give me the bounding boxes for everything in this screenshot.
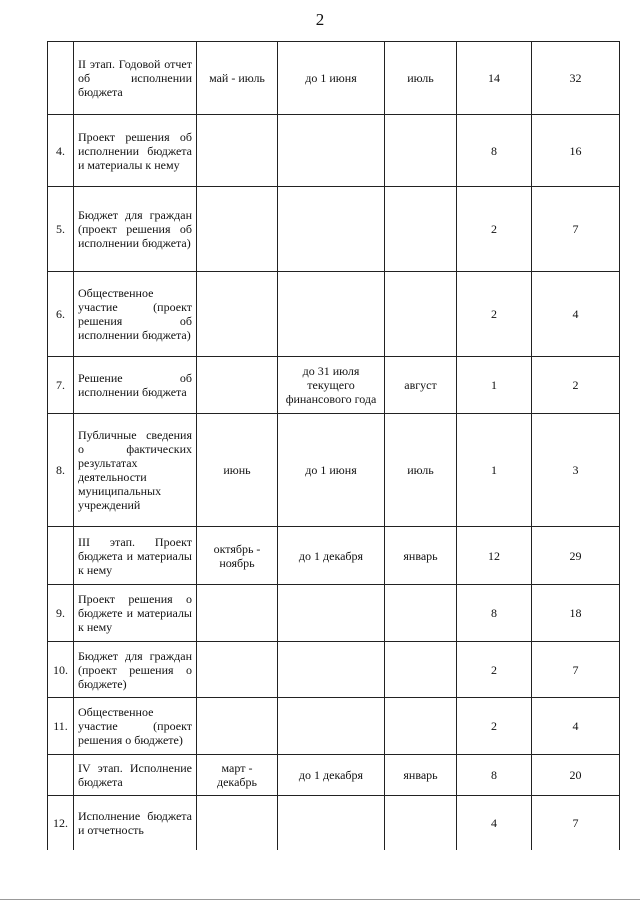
row-deadline xyxy=(278,585,385,642)
row-value-b: 7 xyxy=(532,796,620,850)
row-publish: август xyxy=(385,357,457,414)
row-number: 9. xyxy=(48,585,74,642)
row-number xyxy=(48,755,74,796)
table-row xyxy=(48,527,620,585)
row-period: октябрь - ноябрь xyxy=(197,527,278,585)
row-publish xyxy=(385,115,457,187)
row-value-a: 2 xyxy=(457,272,532,357)
row-number xyxy=(48,527,74,585)
row-period xyxy=(197,796,278,850)
row-publish xyxy=(385,187,457,272)
table-row xyxy=(48,115,620,187)
row-value-a: 1 xyxy=(457,357,532,414)
row-deadline: до 1 июня xyxy=(278,42,385,115)
row-publish xyxy=(385,642,457,698)
row-name: IV этап. Исполнение бюджета xyxy=(74,755,197,796)
row-value-a: 4 xyxy=(457,796,532,850)
row-value-b: 2 xyxy=(532,357,620,414)
table-row xyxy=(48,585,620,642)
row-deadline xyxy=(278,642,385,698)
row-period xyxy=(197,187,278,272)
row-period xyxy=(197,642,278,698)
row-value-a: 12 xyxy=(457,527,532,585)
row-publish xyxy=(385,698,457,755)
row-value-b: 3 xyxy=(532,414,620,527)
row-value-b: 7 xyxy=(532,187,620,272)
row-name: II этап. Годовой отчет об исполнении бюджета xyxy=(74,42,197,115)
row-value-b: 20 xyxy=(532,755,620,796)
row-number: 5. xyxy=(48,187,74,272)
page-number: 2 xyxy=(315,10,325,29)
table-row xyxy=(48,642,620,698)
row-name: Публичные сведения о фактических результатах деятельности муниципальных учреждений xyxy=(74,414,197,527)
row-period xyxy=(197,357,278,414)
row-publish xyxy=(385,272,457,357)
row-number: 10. xyxy=(48,642,74,698)
row-deadline: до 1 июня xyxy=(278,414,385,527)
row-number: 4. xyxy=(48,115,74,187)
row-publish xyxy=(385,796,457,850)
table-row xyxy=(48,796,620,850)
row-name: Решение об исполнении бюджета xyxy=(74,357,197,414)
table-row xyxy=(48,187,620,272)
row-name: Бюджет для граждан (проект решения о бюджете) xyxy=(74,642,197,698)
row-number: 6. xyxy=(48,272,74,357)
row-period xyxy=(197,115,278,187)
table-row xyxy=(48,414,620,527)
row-value-b: 16 xyxy=(532,115,620,187)
row-value-b: 7 xyxy=(532,642,620,698)
budget-plan-table xyxy=(47,41,620,850)
row-publish: январь xyxy=(385,755,457,796)
row-publish: июль xyxy=(385,42,457,115)
row-value-a: 14 xyxy=(457,42,532,115)
table-row xyxy=(48,42,620,115)
row-value-a: 2 xyxy=(457,642,532,698)
table-row xyxy=(48,357,620,414)
row-name: Проект решения об исполнении бюджета и материалы к нему xyxy=(74,115,197,187)
row-publish xyxy=(385,585,457,642)
row-name: Проект решения о бюджете и материалы к нему xyxy=(74,585,197,642)
row-value-b: 29 xyxy=(532,527,620,585)
row-number xyxy=(48,42,74,115)
row-publish: июль xyxy=(385,414,457,527)
row-period xyxy=(197,272,278,357)
table-row xyxy=(48,272,620,357)
row-deadline: до 1 декабря xyxy=(278,755,385,796)
row-value-a: 2 xyxy=(457,698,532,755)
row-value-b: 32 xyxy=(532,42,620,115)
row-period xyxy=(197,585,278,642)
footer-divider xyxy=(0,899,640,900)
row-name: Общественное участие (проект решения о бюджете) xyxy=(74,698,197,755)
row-value-b: 18 xyxy=(532,585,620,642)
row-period: июнь xyxy=(197,414,278,527)
row-number: 11. xyxy=(48,698,74,755)
row-deadline xyxy=(278,698,385,755)
row-number: 12. xyxy=(48,796,74,850)
row-number: 8. xyxy=(48,414,74,527)
row-value-a: 1 xyxy=(457,414,532,527)
row-publish: январь xyxy=(385,527,457,585)
row-deadline xyxy=(278,115,385,187)
row-deadline xyxy=(278,187,385,272)
row-name: Бюджет для граждан (проект решения об исполнении бюджета) xyxy=(74,187,197,272)
row-name: III этап. Проект бюджета и материалы к нему xyxy=(74,527,197,585)
row-value-a: 8 xyxy=(457,585,532,642)
row-period xyxy=(197,698,278,755)
row-value-b: 4 xyxy=(532,272,620,357)
row-deadline xyxy=(278,272,385,357)
row-period: май - июль xyxy=(197,42,278,115)
row-value-a: 8 xyxy=(457,755,532,796)
row-value-b: 4 xyxy=(532,698,620,755)
row-period: март - декабрь xyxy=(197,755,278,796)
row-deadline: до 31 июля текущего финансового года xyxy=(278,357,385,414)
table-row xyxy=(48,755,620,796)
row-deadline xyxy=(278,796,385,850)
table-row xyxy=(48,698,620,755)
row-number: 7. xyxy=(48,357,74,414)
row-name: Исполнение бюджета и отчетность xyxy=(74,796,197,850)
row-value-a: 8 xyxy=(457,115,532,187)
row-deadline: до 1 декабря xyxy=(278,527,385,585)
row-name: Общественное участие (проект решения об исполнении бюджета) xyxy=(74,272,197,357)
row-value-a: 2 xyxy=(457,187,532,272)
